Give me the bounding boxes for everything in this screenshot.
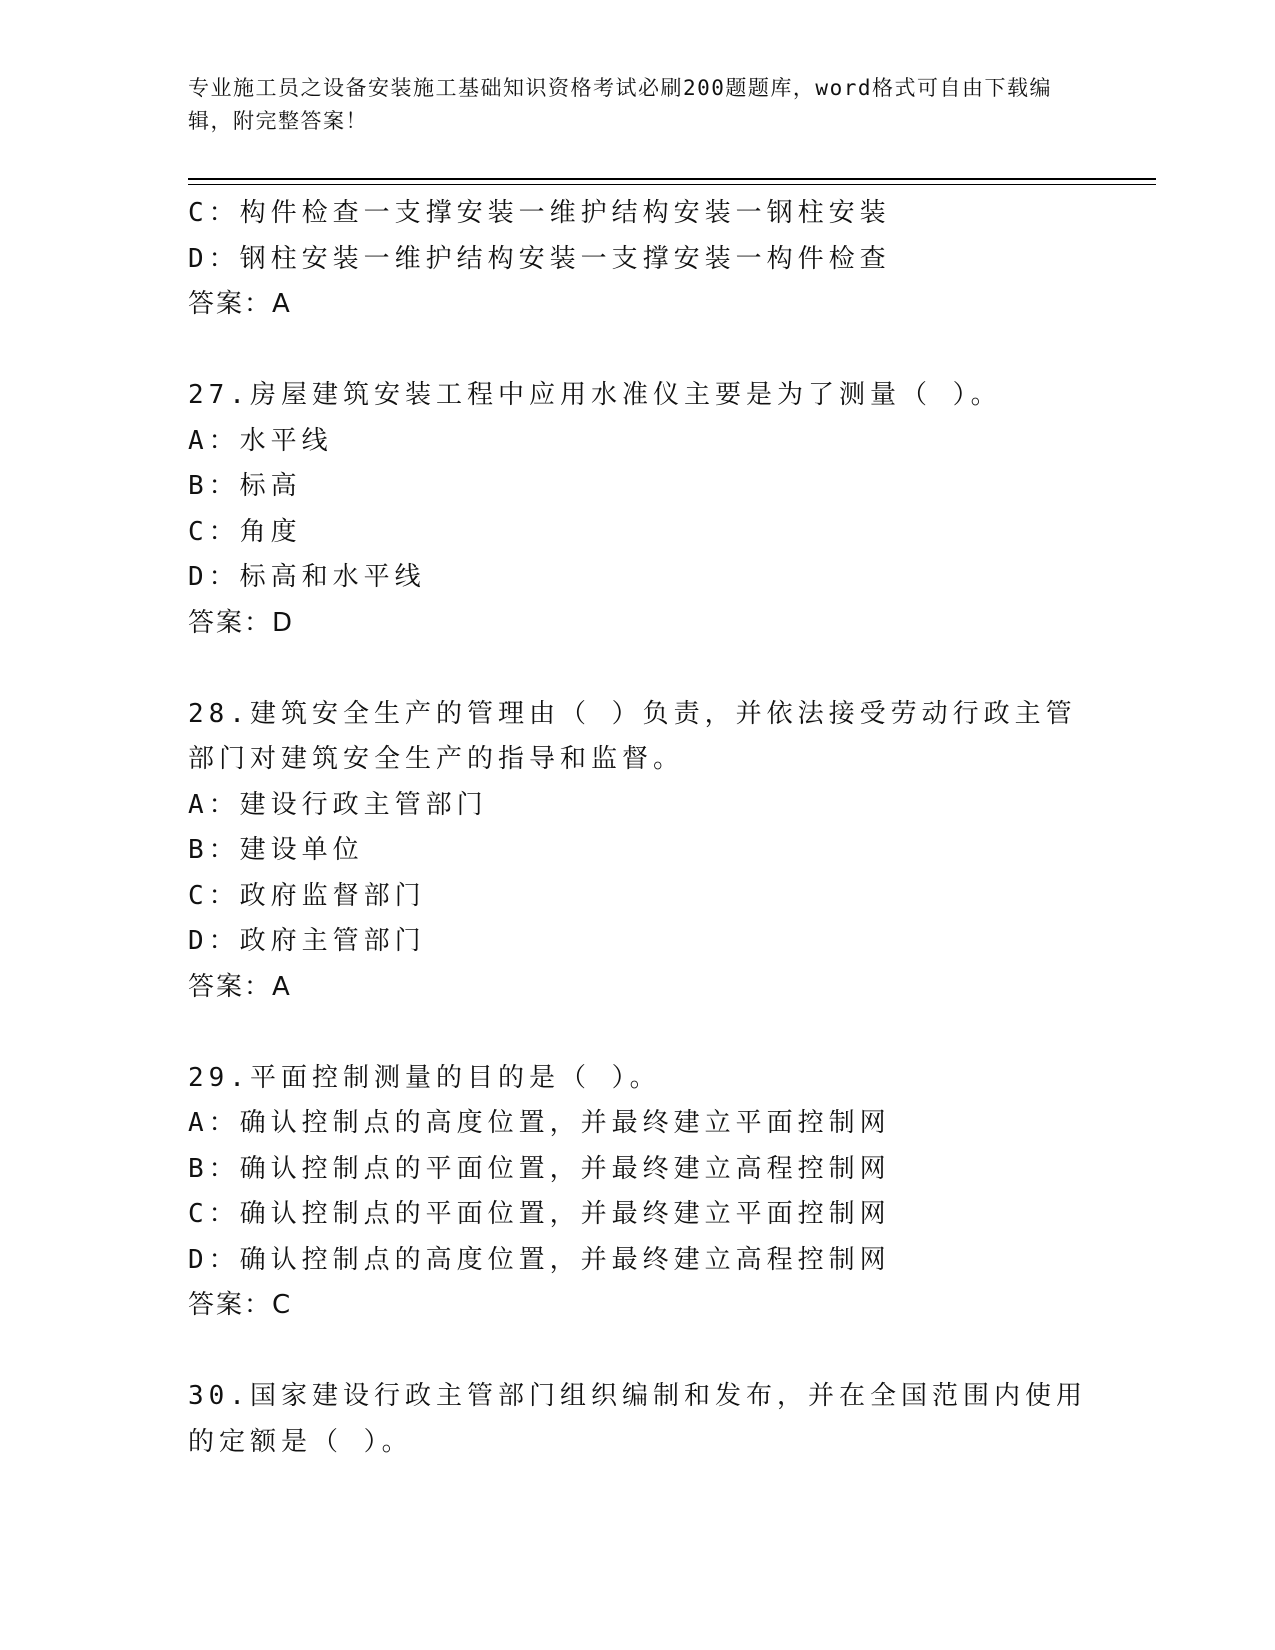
answer-label: 答案：	[188, 1290, 273, 1320]
option-b: B：确认控制点的平面位置，并最终建立高程控制网	[188, 1153, 891, 1184]
option-d: D：钢柱安装一维护结构安装一支撑安装一构件检查	[188, 243, 891, 274]
option-c: C：政府监督部门	[188, 880, 426, 911]
answer-value: D	[272, 607, 294, 638]
answer-line	[188, 965, 1088, 1011]
header-divider-thin	[188, 184, 1156, 185]
answer-label: 答案：	[188, 971, 273, 1002]
option-b: B：建设单位	[188, 835, 364, 865]
question-stem: 27.房屋建筑安装工程中应用水准仪主要是为了测量（ ）。	[188, 380, 1002, 410]
option-a: A：水平线	[188, 425, 333, 456]
answer-line	[188, 282, 1088, 328]
question-29	[188, 1056, 1088, 1329]
previous-question-tail	[188, 191, 1088, 328]
header-divider-thick	[188, 178, 1156, 180]
question-stem: 30.国家建设行政主管部门组织编制和发布，并在全国范围内使用的定额是（ ）。	[188, 1381, 1087, 1457]
header-text: 专业施工员之设备安装施工基础知识资格考试必刷200题题库，word格式可自由下载编辑，附完整答案！	[188, 76, 1052, 133]
question-27	[188, 373, 1088, 646]
option-d: D：确认控制点的高度位置，并最终建立高程控制网	[188, 1244, 891, 1275]
answer-line	[188, 1283, 1088, 1329]
question-list	[188, 191, 1088, 1465]
option-b: B：标高	[188, 471, 302, 501]
option-c: C：角度	[188, 516, 302, 547]
answer-line	[188, 601, 1088, 647]
option-d: D：标高和水平线	[188, 562, 426, 592]
question-stem: 29.平面控制测量的目的是（ ）。	[188, 1062, 661, 1093]
document-header	[188, 72, 1088, 138]
answer-label: 答案：	[188, 289, 273, 319]
answer-value: A	[272, 289, 291, 319]
question-30	[188, 1374, 1088, 1465]
option-a: A：确认控制点的高度位置，并最终建立平面控制网	[188, 1108, 891, 1138]
question-stem: 28.建筑安全生产的管理由（ ）负责，并依法接受劳动行政主管部门对建筑安全生产的指导和监督。	[188, 698, 1077, 774]
option-c: C：构件检查一支撑安装一维护结构安装一钢柱安装	[188, 198, 891, 228]
option-d: D：政府主管部门	[188, 926, 426, 956]
option-a: A：建设行政主管部门	[188, 789, 488, 820]
answer-value: A	[272, 971, 291, 1002]
answer-label: 答案：	[188, 607, 273, 638]
answer-value: C	[272, 1290, 292, 1320]
question-28	[188, 692, 1088, 1011]
option-c: C：确认控制点的平面位置，并最终建立平面控制网	[188, 1199, 891, 1229]
